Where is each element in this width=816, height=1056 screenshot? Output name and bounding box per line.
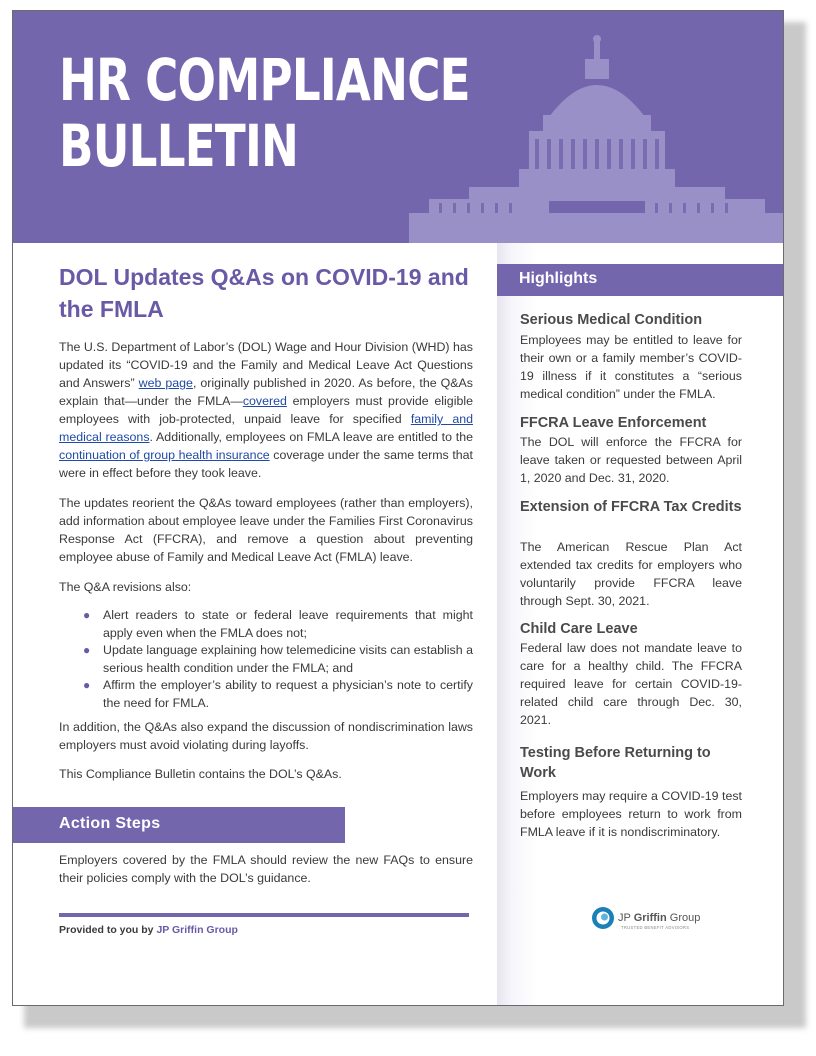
- list-item-text: Affirm the employer’s ability to request a physician’s note to certify the need for FMLA.: [103, 678, 473, 710]
- action-steps-label: Action Steps: [59, 815, 161, 832]
- family-medical-reasons-link[interactable]: family and medical reasons: [59, 412, 473, 444]
- list-item: [79, 607, 473, 642]
- svg-text:TRUSTED BENEFIT ADVISORS: TRUSTED BENEFIT ADVISORS: [621, 925, 690, 930]
- bullet-icon: ●: [83, 678, 91, 692]
- highlight-text: The American Rescue Plan Act extended tax credits for employers who voluntarily provide FFCRA leave through Sept. 30, 2021.: [520, 540, 742, 608]
- highlights-sidebar: [497, 243, 784, 1006]
- bulletin-title-line2: BULLETIN: [59, 112, 299, 180]
- intro-text-3: employers must provide eligible employees with job-protected, unpaid leave for specified: [59, 394, 473, 426]
- list-item-text: Update language explaining how telemedicine visits can establish a serious health condition under the FMLA; and: [103, 643, 473, 675]
- highlights-label: Highlights: [519, 270, 598, 287]
- covered-link[interactable]: covered: [242, 394, 287, 408]
- group-health-insurance-link[interactable]: continuation of group health insurance: [59, 448, 270, 462]
- list-item-text: Alert readers to state or federal leave requirements that might apply even when the FMLA does not;: [103, 608, 473, 640]
- action-steps-text: Employers covered by the FMLA should review the new FAQs to ensure their policies comply with the DOL’s guidance.: [59, 853, 473, 885]
- highlight-text: The DOL will enforce the FFCRA for leave taken or requested between April 1, 2020 and Dec. 31, 2020.: [520, 435, 742, 485]
- web-page-link[interactable]: web page: [138, 376, 193, 390]
- list-item: [79, 677, 473, 712]
- highlight-text: Federal law does not mandate leave to care for a healthy child. The FFCRA required leave for certain COVID-19-related child care through Dec. 30, 2021.: [520, 641, 742, 727]
- bulletin-title: [59, 47, 470, 179]
- bulletin-page: [12, 10, 784, 1006]
- highlight-text: Employers may require a COVID-19 test before employees return to work from FMLA leave if it is nondiscriminatory.: [520, 789, 742, 839]
- article-paragraph-intro: [59, 338, 473, 482]
- highlight-heading: Serious Medical Condition: [520, 312, 703, 328]
- bullet-icon: ●: [83, 643, 91, 657]
- intro-text-2: , originally published in 2020. As before, the Q&As explain that—under the FMLA—: [59, 376, 473, 408]
- highlight-heading: Testing Before Returning to Work: [520, 745, 711, 781]
- provider-company-name: JP Griffin Group: [156, 924, 238, 936]
- intro-text-4: . Additionally, employees on FMLA leave are entitled to the: [149, 430, 473, 444]
- highlight-heading: Extension of FFCRA Tax Credits: [520, 499, 742, 515]
- intro-text-5: coverage under the same terms that were in effect before they took leave.: [59, 448, 473, 480]
- article-title: DOL Updates Q&As on COVID-19 and the FMLA: [59, 264, 469, 322]
- header-banner: [13, 11, 784, 243]
- provided-prefix: Provided to you by: [59, 924, 157, 936]
- svg-text:JP Griffin Group: JP Griffin Group: [618, 912, 701, 924]
- revisions-list: [79, 607, 473, 712]
- footer-divider: [59, 913, 469, 917]
- bullet-icon: ●: [83, 608, 91, 622]
- article-paragraph-updates: The updates reorient the Q&As toward employees (rather than employers), add information about employee leave under the Families First Coronavirus Response Act (FFCRA), and remove a question about preventing employee abuse of Family and Medical Leave Act (FMLA) leave.: [59, 496, 473, 564]
- highlight-heading: Child Care Leave: [520, 621, 638, 637]
- highlight-text: Employees may be entitled to leave for their own or a family member’s COVID-19 illness if it constitutes a “serious medical condition” under the FMLA.: [520, 333, 742, 401]
- action-steps-header: [13, 807, 345, 843]
- highlight-heading: FFCRA Leave Enforcement: [520, 415, 707, 431]
- intro-text-1: The U.S. Department of Labor’s (DOL) Wage and Hour Division (WHD) has updated its “COVID-19 and the Family and Medical Leave Act Questions and Answers”: [59, 340, 473, 390]
- highlights-header: [497, 264, 784, 296]
- article-paragraph-contains: This Compliance Bulletin contains the DOL’s Q&As.: [59, 767, 342, 781]
- provided-by-note: [59, 924, 238, 936]
- list-item: [79, 642, 473, 677]
- jp-griffin-group-logo: [589, 903, 709, 933]
- bulletin-title-line1: HR COMPLIANCE: [59, 46, 470, 114]
- article-paragraph-revisions: The Q&A revisions also:: [59, 580, 192, 594]
- article-paragraph-nondiscrimination: In addition, the Q&As also expand the discussion of nondiscrimination laws employers must avoid violating during layoffs.: [59, 720, 473, 752]
